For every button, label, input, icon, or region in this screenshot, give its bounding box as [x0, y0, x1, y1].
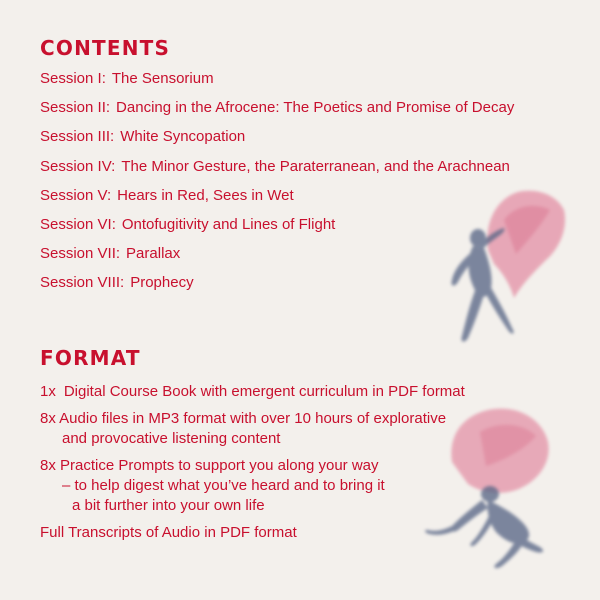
contents-item [40, 128, 514, 157]
session-number: Session I: [40, 70, 106, 87]
format-heading: FORMAT [40, 346, 141, 370]
session-title: The Sensorium [111, 70, 214, 87]
format-item [40, 382, 465, 402]
format-item-text: 8x Practice Prompts to support you along your way [40, 457, 379, 474]
format-item-lead: 1x [40, 383, 56, 400]
session-title: The Minor Gesture, the Paraterranean, and the Arachnean [121, 157, 510, 175]
format-item-continuation: a bit further into your own life [72, 497, 265, 514]
session-title: White Syncopation [120, 128, 246, 146]
session-title: Prophecy [130, 274, 194, 292]
contents-item [40, 158, 514, 187]
format-item-continuation: and provocative listening content [62, 430, 281, 447]
format-item-text: 8x Audio files in MP3 format with over 10 hours of explorative [40, 410, 447, 427]
session-title: Parallax [126, 245, 181, 263]
contents-heading: CONTENTS [40, 36, 171, 60]
session-number: Session VI: [40, 215, 116, 233]
contents-item [40, 187, 514, 216]
contents-item [40, 70, 514, 99]
format-item-continuation: – to help digest what you’ve heard and to bring it [62, 477, 385, 494]
session-title: Ontofugitivity and Lines of Flight [121, 215, 336, 233]
format-item-text: Full Transcripts of Audio in PDF format [40, 524, 297, 541]
format-item [40, 523, 465, 543]
session-number: Session VII: [40, 245, 121, 263]
session-title: Hears in Red, Sees in Wet [117, 186, 294, 204]
contents-list [40, 70, 514, 304]
format-item [40, 409, 465, 449]
session-number: Session II: [40, 99, 111, 117]
session-number: Session V: [40, 186, 112, 204]
session-number: Session VIII: [40, 274, 125, 292]
session-title: Dancing in the Afrocene: The Poetics and Promise of Decay [116, 99, 515, 117]
session-number: Session IV: [40, 157, 116, 175]
session-number: Session III: [40, 128, 115, 146]
contents-item [40, 216, 514, 245]
format-item-text: Digital Course Book with emergent curriculum in PDF format [63, 383, 465, 400]
contents-item [40, 245, 514, 274]
wing-wash [451, 409, 548, 493]
contents-item [40, 274, 514, 303]
format-list [40, 382, 465, 550]
format-item [40, 456, 465, 516]
contents-item [40, 99, 514, 128]
